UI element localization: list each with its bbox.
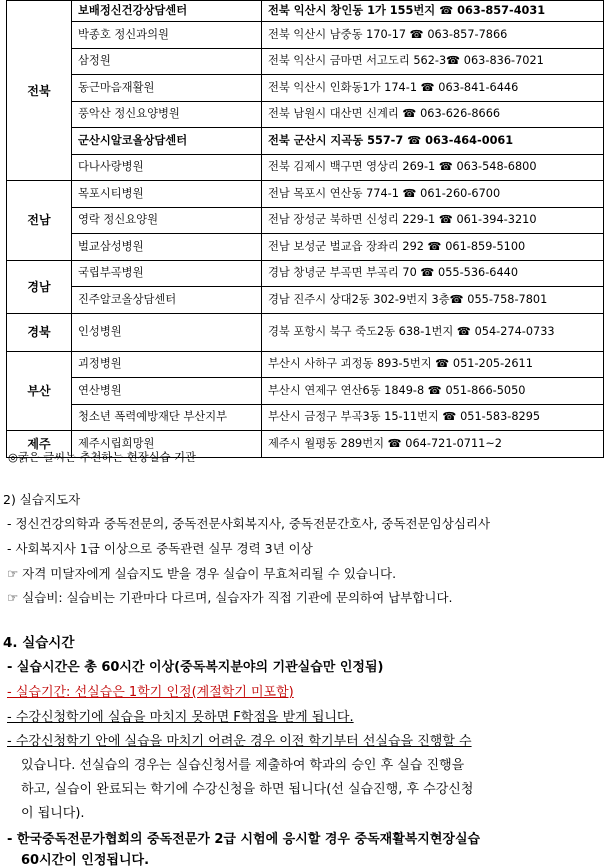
institution-address-cell: 경북 포항시 북구 죽도2동 638-1번지 ☎ 054-274-0733 <box>262 313 604 351</box>
region-cell: 부산 <box>7 351 72 431</box>
institution-name-cell: 제주시립희망원 <box>72 431 262 458</box>
institution-table-body <box>7 1 604 458</box>
table-row <box>7 234 604 261</box>
section2-line-2: - 사회복지사 1급 이상으로 중독관련 실무 경력 3년 이상 <box>7 541 313 556</box>
section4-item-3: - 수강신청학기에 실습을 마치지 못하면 F학점을 받게 됩니다. <box>7 710 354 725</box>
institution-name-cell: 군산시알코올상담센터 <box>72 128 262 155</box>
institution-address-cell: 전북 익산시 인화동1가 174-1 ☎ 063-841-6446 <box>262 75 604 102</box>
institution-name-cell: 인성병원 <box>72 313 262 351</box>
institution-address-cell: 부산시 금정구 부곡3동 15-11번지 ☎ 051-583-8295 <box>262 404 604 431</box>
institution-name-cell: 벌교삼성병원 <box>72 234 262 261</box>
section4-item-5-line-1: - 한국중독전문가협회의 중독전문가 2급 시험에 응시할 경우 중독재활복지현장실습 <box>7 832 481 847</box>
region-cell: 경북 <box>7 313 72 351</box>
section2-line-3: ☞ 자격 미달자에게 실습지도 받을 경우 실습이 무효처리될 수 있습니다. <box>7 566 397 581</box>
table-row <box>7 287 604 314</box>
table-row <box>7 48 604 75</box>
institution-address-cell: 전북 군산시 지곡동 557-7 ☎ 063-464-0061 <box>262 128 604 155</box>
section4-title: 4. 실습시간 <box>3 635 75 651</box>
table-row <box>7 22 604 49</box>
table-row <box>7 313 604 351</box>
institution-table <box>6 0 604 458</box>
institution-address-cell: 전북 익산시 금마면 서고도리 562-3☎ 063-836-7021 <box>262 48 604 75</box>
section4-item-4-line-3: 하고, 실습이 완료되는 학기에 수강신청을 하면 됩니다(선 실습진행, 후 수강신청 <box>21 782 474 797</box>
institution-address-cell: 전북 익산시 창인동 1가 155번지 ☎ 063-857-4031 <box>262 1 604 22</box>
table-row <box>7 207 604 234</box>
section4-item-4-line-1: - 수강신청학기 안에 실습을 마치기 어려운 경우 이전 학기부터 선실습을 진행할 수 <box>7 734 472 749</box>
institution-name-cell: 괴정병원 <box>72 351 262 378</box>
institution-name-cell: 진주알코올상담센터 <box>72 287 262 314</box>
institution-address-cell: 전남 보성군 벌교읍 장좌리 292 ☎ 061-859-5100 <box>262 234 604 261</box>
table-row <box>7 75 604 102</box>
region-cell: 경남 <box>7 260 72 313</box>
table-row <box>7 101 604 128</box>
table-row <box>7 260 604 287</box>
institution-name-cell: 연산병원 <box>72 378 262 405</box>
institution-address-cell: 전북 김제시 백구면 영상리 269-1 ☎ 063-548-6800 <box>262 154 604 181</box>
institution-name-cell: 풍악산 정신요양병원 <box>72 101 262 128</box>
table-row <box>7 351 604 378</box>
table-row <box>7 378 604 405</box>
table-row <box>7 128 604 155</box>
institution-address-cell: 경남 진주시 상대2동 302-9번지 3층☎ 055-758-7801 <box>262 287 604 314</box>
section4-item-2: - 실습기간: 선실습은 1학기 인정(계절학기 미포함) <box>7 685 294 700</box>
section2-line-4: ☞ 실습비: 실습비는 기관마다 다르며, 실습자가 직접 기관에 문의하여 납부합니다. <box>7 590 453 605</box>
institution-address-cell: 전남 목포시 연산동 774-1 ☎ 061-260-6700 <box>262 181 604 208</box>
institution-address-cell: 경남 창녕군 부곡면 부곡리 70 ☎ 055-536-6440 <box>262 260 604 287</box>
table-row <box>7 181 604 208</box>
institution-name-cell: 청소년 폭력예방재단 부산지부 <box>72 404 262 431</box>
table-row <box>7 154 604 181</box>
institution-name-cell: 영락 정신요양원 <box>72 207 262 234</box>
institution-name-cell: 삼정원 <box>72 48 262 75</box>
institution-address-cell: 부산시 사하구 괴정동 893-5번지 ☎ 051-205-2611 <box>262 351 604 378</box>
institution-name-cell: 동근마음재활원 <box>72 75 262 102</box>
institution-name-cell: 다나사랑병원 <box>72 154 262 181</box>
section4-item-4-line-4: 이 됩니다). <box>21 806 85 821</box>
institution-address-cell: 전북 남원시 대산면 신계리 ☎ 063-626-8666 <box>262 101 604 128</box>
institution-address-cell: 전남 장성군 북하면 신성리 229-1 ☎ 061-394-3210 <box>262 207 604 234</box>
section2-line-1: - 정신건강의학과 중독전문의, 중독전문사회복지사, 중독전문간호사, 중독전문임상심리사 <box>7 516 491 531</box>
institution-address-cell: 부산시 연제구 연산6동 1849-8 ☎ 051-866-5050 <box>262 378 604 405</box>
recommend-note: ◎굵은 글씨는 추천하는 현장실습 기관 <box>8 451 196 464</box>
section4-item-1: - 실습시간은 총 60시간 이상(중독복지분야의 기관실습만 인정됨) <box>7 660 384 675</box>
region-cell: 전북 <box>7 1 72 181</box>
table-row <box>7 404 604 431</box>
institution-name-cell: 보배정신건강상담센터 <box>72 1 262 22</box>
institution-name-cell: 목포시티병원 <box>72 181 262 208</box>
institution-name-cell: 박종호 정신과의원 <box>72 22 262 49</box>
institution-name-cell: 국립부곡병원 <box>72 260 262 287</box>
region-cell: 제주 <box>7 431 72 458</box>
institution-address-cell: 전북 익산시 남중동 170-17 ☎ 063-857-7866 <box>262 22 604 49</box>
section4-item-4-line-2: 있습니다. 선실습의 경우는 실습신청서를 제출하여 학과의 승인 후 실습 진행을 <box>21 758 465 773</box>
section4-item-5-line-2: 60시간이 인정됩니다. <box>21 853 150 868</box>
table-row <box>7 1 604 22</box>
section2-title: 2) 실습지도자 <box>3 492 81 507</box>
region-cell: 전남 <box>7 181 72 261</box>
institution-address-cell: 제주시 월평동 289번지 ☎ 064-721-0711~2 <box>262 431 604 458</box>
